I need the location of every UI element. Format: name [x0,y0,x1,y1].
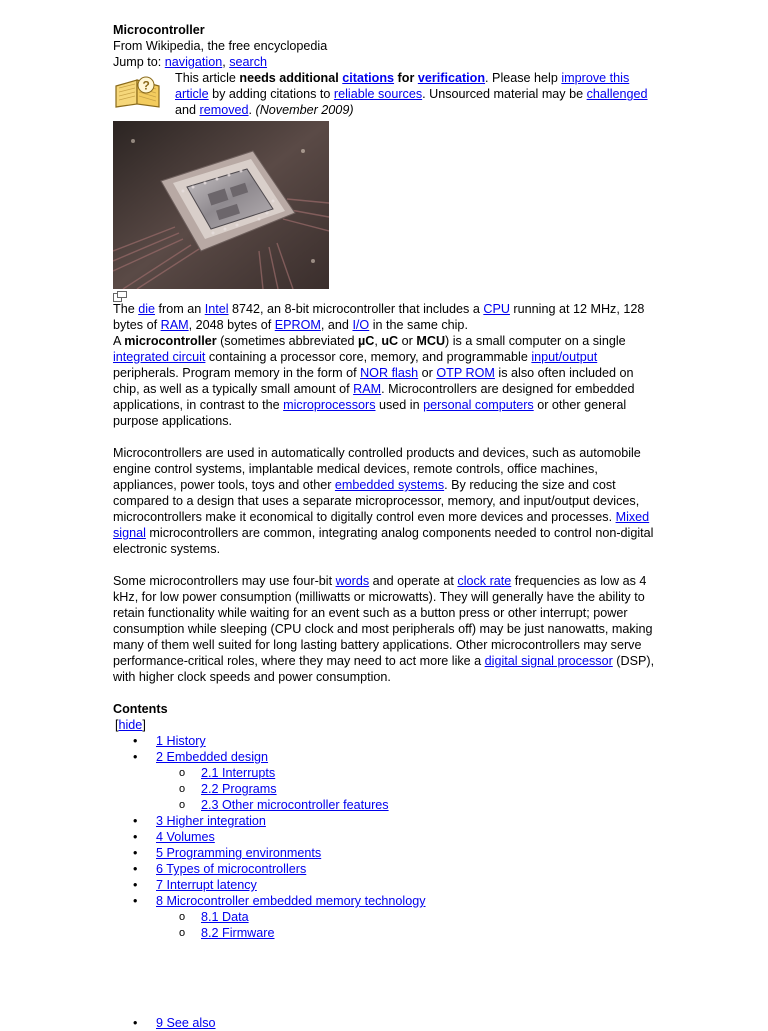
words-link[interactable]: words [335,574,370,588]
caption-text-4: running at 12 MHz, 128 bytes of [113,302,645,332]
toc-item [156,925,658,941]
citations-link[interactable]: citations [342,71,395,85]
notice-bold-2: for [394,71,418,85]
toc-hide-open: [ [115,718,119,732]
svg-text:?: ? [142,78,150,93]
caption-text-6: , and [320,318,353,332]
reliable-sources-link[interactable]: reliable sources [333,87,423,101]
navigation-link[interactable]: navigation [164,55,223,69]
nor-flash-link[interactable]: NOR flash [360,366,419,380]
caption-text-5: , 2048 bytes of [188,318,275,332]
p1-bold-uc: µC [358,334,375,348]
bullet-icon: • [133,830,138,844]
caption-text-7: in the same chip. [369,318,468,332]
eprom-link[interactable]: EPROM [274,318,321,332]
chip-die-image[interactable] [113,121,329,289]
p2-text-1: Microcontrollers are used in automatically controlled products and devices, such as automobile engine control systems, implantable medical devices, remote controls, office machines, appliances, power tools, toys and other [113,446,641,492]
toc-item [113,733,658,749]
p1-text-4: or [398,334,417,348]
bullet-icon: o [179,799,186,811]
toc-list-continued [113,1015,658,1031]
bullet-icon: • [133,750,138,764]
ram-link[interactable]: RAM [160,318,189,332]
mixed-signal-link[interactable]: Mixed signal [113,510,650,540]
bullet-icon: • [133,814,138,828]
citation-notice [113,70,658,118]
image-caption [113,301,658,333]
notice-date: (November 2009) [255,103,354,117]
bullet-icon: • [133,1016,138,1030]
toc-link[interactable]: 5 Programming environments [156,846,322,860]
p1-text-2: (sometimes abbreviated [216,334,358,348]
p1-text-9: is also often included on chip, as well as a typically small amount of [113,366,634,396]
toc-link[interactable]: 9 See also [156,1016,216,1030]
toc-link[interactable]: 6 Types of microcontrollers [156,862,307,876]
toc-title: Contents [113,702,168,716]
toc-list [113,733,658,941]
power-paragraph [113,573,658,685]
notice-text-2: . Please help [485,71,562,85]
p1-text-11: used in [375,398,424,412]
p2-text-3: microcontrollers are common, integrating analog components needed to control non-digital electronic systems. [113,526,654,556]
intel-link[interactable]: Intel [204,302,229,316]
p1-bold-uc-ascii: uC [381,334,399,348]
toc-item [156,781,658,797]
toc-link[interactable]: 1 History [156,734,206,748]
toc-link[interactable]: 8.1 Data [201,910,249,924]
toc-item [113,829,658,845]
embedded-systems-link[interactable]: embedded systems [334,478,445,492]
toc-link[interactable]: 3 Higher integration [156,814,266,828]
toc-item [113,845,658,861]
notice-bold-1: needs additional [239,71,343,85]
toc-item [113,749,658,813]
intro-paragraph [113,333,658,429]
p1-text-5: ) is a small computer on a single [445,334,626,348]
search-link[interactable]: search [229,55,268,69]
integrated-circuit-link[interactable]: integrated circuit [113,350,206,364]
toc-item [113,813,658,829]
io-link[interactable]: I/O [352,318,370,332]
p2-text-2: . By reducing the size and cost compared to a design that uses a separate microprocessor, memory, and input/output devices, microcontrollers make it economical to digitally control even more devices and processes. [113,478,640,524]
notice-text-5: and [175,103,200,117]
cpu-link[interactable]: CPU [483,302,510,316]
question-book-icon [113,74,163,108]
toc-link[interactable]: 7 Interrupt latency [156,878,257,892]
enlarge-icon[interactable] [113,290,127,301]
toc-item [156,765,658,781]
bullet-icon: • [133,878,138,892]
p3-text-4: (DSP), with higher clock speeds and power consumption. [113,654,655,684]
bullet-icon: • [133,894,138,908]
bullet-icon: • [133,846,138,860]
otp-rom-link[interactable]: OTP ROM [436,366,495,380]
toc-hide-toggle [115,717,658,733]
toc-link[interactable]: 2 Embedded design [156,750,269,764]
p1-text-3: , [374,334,382,348]
toc-sublist [156,765,658,813]
toc-sublist [156,909,658,941]
bullet-icon: • [133,734,138,748]
p1-text-12: or other general purpose applications. [113,398,627,428]
verification-link[interactable]: verification [417,71,486,85]
toc-item [113,877,658,893]
die-link[interactable]: die [138,302,156,316]
notice-text-1: This article [175,71,240,85]
applications-paragraph [113,445,658,557]
p1-bold-term: microcontroller [124,334,217,348]
caption-text-2: from an [155,302,205,316]
p3-text-1: Some microcontrollers may use four-bit [113,574,336,588]
toc-link[interactable]: 4 Volumes [156,830,215,844]
caption-text-1: The [113,302,139,316]
toc-hide-close: ] [142,718,146,732]
challenged-link[interactable]: challenged [586,87,648,101]
dsp-link[interactable]: digital signal processor [484,654,613,668]
toc-hide-link[interactable]: hide [118,718,143,732]
caption-text-3: 8742, an 8-bit microcontroller that includes a [228,302,484,316]
notice-text-4: . Unsourced material may be [422,87,587,101]
toc-item [113,861,658,877]
input-output-link[interactable]: input/output [531,350,598,364]
microprocessors-link[interactable]: microprocessors [283,398,376,412]
toc-link[interactable]: 8 Microcontroller embedded memory technology [156,894,426,908]
bullet-icon: o [179,911,186,923]
toc-link[interactable]: 8.2 Firmware [201,926,275,940]
jump-separator: , [222,55,230,69]
toc-link[interactable]: 2.3 Other microcontroller features [201,798,389,812]
notice-text [175,70,658,118]
article-body [113,22,658,941]
site-subtitle: From Wikipedia, the free encyclopedia [113,39,328,53]
p3-text-2: and operate at [369,574,458,588]
p1-text-7: peripherals. Program memory in the form of [113,366,361,380]
p1-text-10: . Microcontrollers are designed for embedded applications, in contrast to the [113,382,635,412]
toc-item [156,909,658,925]
notice-text-6: . [248,103,256,117]
bullet-icon: • [133,862,138,876]
jump-prefix: Jump to: [113,55,165,69]
page-title: Microcontroller [113,23,205,37]
p1-text-8: or [418,366,437,380]
toc-link[interactable]: 2.1 Interrupts [201,766,276,780]
jump-links [113,54,658,70]
ram-link-2[interactable]: RAM [353,382,382,396]
bullet-icon: o [179,783,186,795]
p3-text-3: frequencies as low as 4 kHz, for low power consumption (milliwatts or microwatts). They will generally have the ability to retain functionality while waiting for an event such as a button press or other interrupt; power consumption while sleeping (CPU clock and most peripherals off) may be just nanowatts, making many of them well suited for long lasting battery applications. Other microcontrollers may serve performance-critical roles, where they may need to act more like a [113,574,653,668]
personal-computers-link[interactable]: personal computers [423,398,534,412]
toc-item [113,893,658,941]
notice-text-3: by adding citations to [208,87,334,101]
toc-link[interactable]: 2.2 Programs [201,782,277,796]
bullet-icon: o [179,767,186,779]
p1-bold-mcu: MCU [416,334,446,348]
toc-item [113,1015,658,1031]
removed-link[interactable]: removed [199,103,249,117]
p1-text-1: A [113,334,125,348]
toc-item [156,797,658,813]
clock-rate-link[interactable]: clock rate [457,574,512,588]
improve-article-link[interactable]: improve this article [175,71,630,101]
p1-text-6: containing a processor core, memory, and programmable [205,350,532,364]
bullet-icon: o [179,927,186,939]
